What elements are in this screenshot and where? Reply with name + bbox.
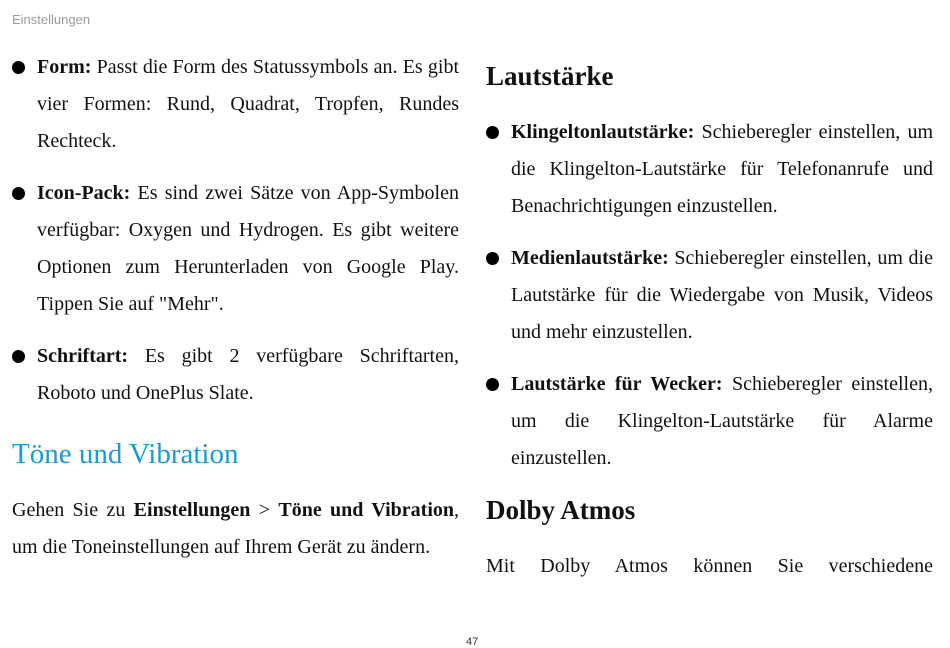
- bullet-dot-icon: [12, 61, 25, 74]
- right-column: [486, 54, 933, 585]
- para-text: Gehen Sie zu: [12, 499, 134, 521]
- bullet-schriftart: [12, 338, 459, 412]
- bullet-dot-icon: [486, 378, 499, 391]
- bullet-form: [12, 49, 459, 160]
- section-title-toene: Töne und Vibration: [12, 438, 239, 470]
- section-title-lautstaerke: Lautstärke: [486, 61, 614, 91]
- running-header: Einstellungen: [12, 12, 91, 27]
- bullet-wecker: [486, 366, 933, 477]
- bullet-term: Klingeltonlautstärke:: [511, 121, 695, 143]
- bullet-medien: [486, 240, 933, 351]
- bullet-term: Schriftart:: [37, 345, 129, 367]
- bullet-text: Es sind zwei Sätze von App-Symbolen verfügbar: Oxygen und Hydrogen. Es gibt weitere Optionen zum Herunterladen von Google Play. Tippen Sie auf "Mehr".: [37, 182, 459, 315]
- bullet-term: Medienlautstärke:: [511, 247, 669, 269]
- para-bold-einstellungen: Einstellungen: [133, 499, 251, 521]
- bullet-text: Passt die Form des Statussymbols an. Es gibt vier Formen: Rund, Quadrat, Tropfen, Rundes Rechteck.: [37, 56, 459, 152]
- bullet-dot-icon: [12, 350, 25, 363]
- para-bold-toene: Töne und Vibration: [278, 499, 454, 521]
- bullet-dot-icon: [486, 126, 499, 139]
- section-title-dolby: Dolby Atmos: [486, 495, 636, 525]
- bullet-text: Es gibt 2 verfügbare Schriftarten, Roboto und OnePlus Slate.: [37, 345, 459, 404]
- para-text: >: [250, 499, 279, 521]
- bullet-klingelton: [486, 114, 933, 225]
- left-column: [12, 49, 459, 566]
- page-number: 47: [466, 636, 479, 648]
- bullet-dot-icon: [12, 187, 25, 200]
- bullet-term: Icon-Pack:: [37, 182, 131, 204]
- bullet-term: Form:: [37, 56, 92, 78]
- bullet-dot-icon: [486, 252, 499, 265]
- dolby-paragraph: Mit Dolby Atmos können Sie verschiedene: [486, 555, 933, 577]
- bullet-term: Lautstärke für Wecker:: [511, 373, 723, 395]
- bullet-text: Schieberegler einstellen, um die Lautstärke für die Wiedergabe von Musik, Videos und mehr einzustellen.: [511, 247, 933, 343]
- bullet-text: Schieberegler einstellen, um die Klingelton-Lautstärke für Alarme einzustellen.: [511, 373, 933, 469]
- bullet-text: Schieberegler einstellen, um die Klingelton-Lautstärke für Telefonanrufe und Benachrichtigungen einzustellen.: [511, 121, 933, 217]
- toene-paragraph: [12, 492, 459, 566]
- bullet-icon-pack: [12, 175, 459, 323]
- para-text: , um die Toneinstellungen auf Ihrem Gerät zu ändern.: [12, 499, 459, 558]
